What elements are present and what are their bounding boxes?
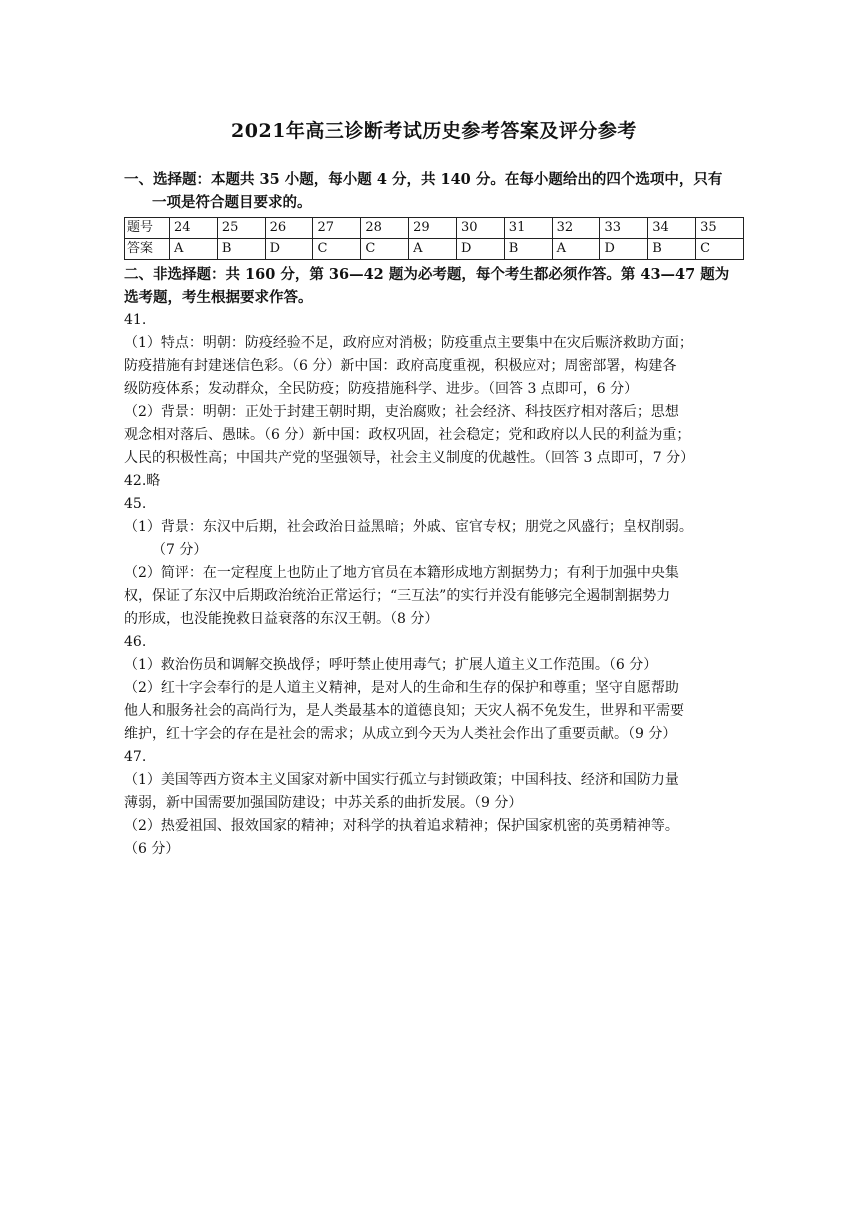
question-number-cell: 34: [648, 218, 696, 239]
question-45-number: 45.: [124, 496, 147, 512]
answer-cell: B: [504, 239, 552, 260]
question-number-cell: 31: [504, 218, 552, 239]
answer-label: 答案: [125, 239, 170, 260]
question-41: [124, 309, 748, 470]
q41-part1-line3: 级防疫体系；发动群众，全民防疫；防疫措施科学、进步。（回答 3 点即可，6 分）: [124, 381, 639, 397]
question-number-cell: 33: [600, 218, 648, 239]
answer-cell: D: [600, 239, 648, 260]
q41-part1-line2: 防疫措施有封建迷信色彩。（6 分）新中国：政府高度重视，积极应对；周密部署，构建各: [124, 358, 677, 374]
answer-table-number-row: [125, 218, 744, 239]
q47-part2-line2: （6 分）: [124, 841, 180, 857]
page-title: 2021年高三诊断考试历史参考答案及评分参考: [231, 120, 637, 142]
question-47-number: 47.: [124, 749, 147, 765]
answer-table: [124, 217, 744, 260]
answer-cell: C: [313, 239, 361, 260]
q45-part1-line1: （1）背景：东汉中后期，社会政治日益黑暗；外戚、宦官专权；朋党之风盛行；皇权削弱。: [124, 519, 693, 535]
q46-part2-line3: 维护，红十字会的存在是社会的需求；从成立到今天为人类社会作出了重要贡献。（9 分）: [124, 726, 677, 742]
q47-part1-line1: （1）美国等西方资本主义国家对新中国实行孤立与封锁政策；中国科技、经济和国防力量: [124, 772, 679, 788]
answer-cell: A: [552, 239, 600, 260]
q46-part1-line1: （1）救治伤员和调解交换战俘；呼吁禁止使用毒气；扩展人道主义工作范围。（6 分）: [124, 657, 658, 673]
section-2-heading-line2: 选考题，考生根据要求作答。: [124, 289, 313, 306]
q47-part2-line1: （2）热爱祖国、报效国家的精神；对科学的执着追求精神；保护国家机密的英勇精神等。: [124, 818, 679, 834]
q41-part2-line2: 观念相对落后、愚昧。（6 分）新中国：政权巩固，社会稳定；党和政府以人民的利益为重；: [124, 427, 691, 443]
answer-cell: B: [217, 239, 265, 260]
section-2-heading: [124, 263, 748, 309]
answer-cell: C: [696, 239, 744, 260]
question-41-number: 41.: [124, 312, 147, 328]
answer-cell: D: [265, 239, 313, 260]
question-number-cell: 32: [552, 218, 600, 239]
answer-cell: A: [409, 239, 457, 260]
question-46-number: 46.: [124, 634, 147, 650]
answer-cell: C: [361, 239, 409, 260]
question-number-cell: 28: [361, 218, 409, 239]
q41-part2-line3: 人民的积极性高；中国共产党的坚强领导，社会主义制度的优越性。（回答 3 点即可，7 分）: [124, 450, 695, 466]
document-body: [124, 168, 748, 861]
question-42-text: 42.略: [124, 473, 161, 489]
q45-part2-line2: 权，保证了东汉中后期政治统治正常运行；“三互法”的实行并没有能够完全遏制割据势力: [124, 588, 671, 604]
question-number-cell: 29: [409, 218, 457, 239]
q41-part2-line1: （2）背景：明朝：正处于封建王朝时期，吏治腐败；社会经济、科技医疗相对落后；思想: [124, 404, 679, 420]
answer-cell: A: [170, 239, 218, 260]
answer-cell: B: [648, 239, 696, 260]
answer-table-answer-row: [125, 239, 744, 260]
section-2-heading-line1: 二、非选择题：共 160 分，第 36—42 题为必考题，每个考生都必须作答。第 43—47 题为: [124, 266, 730, 283]
q41-part1-line1: （1）特点：明朝：防疫经验不足，政府应对消极；防疫重点主要集中在灾后赈济救助方面；: [124, 335, 693, 351]
q47-part1-line2: 薄弱，新中国需要加强国防建设；中苏关系的曲折发展。（9 分）: [124, 795, 523, 811]
section-1-heading: [124, 168, 748, 214]
question-45: [124, 493, 748, 631]
section-1-heading-line1: 一、选择题：本题共 35 小题，每小题 4 分，共 140 分。在每小题给出的四个选项中，只有: [124, 171, 723, 188]
question-46: [124, 631, 748, 746]
question-42: [124, 470, 748, 493]
question-number-cell: 30: [456, 218, 504, 239]
question-number-cell: 26: [265, 218, 313, 239]
answer-cell: D: [456, 239, 504, 260]
question-number-cell: 27: [313, 218, 361, 239]
question-number-cell: 35: [696, 218, 744, 239]
question-47: [124, 746, 748, 861]
q46-part2-line2: 他人和服务社会的高尚行为，是人类最基本的道德良知；天灾人祸不免发生，世界和平需要: [124, 703, 684, 719]
question-number-cell: 25: [217, 218, 265, 239]
q45-part1-line2: （7 分）: [152, 542, 208, 558]
q45-part2-line3: 的形成，也没能挽救日益衰落的东汉王朝。（8 分）: [124, 611, 439, 627]
section-1-heading-line2: 一项是符合题目要求的。: [152, 194, 312, 211]
q46-part2-line1: （2）红十字会奉行的是人道主义精神，是对人的生命和生存的保护和尊重；坚守自愿帮助: [124, 680, 679, 696]
question-number-label: 题号: [125, 218, 170, 239]
q45-part2-line1: （2）简评：在一定程度上也防止了地方官员在本籍形成地方割据势力；有利于加强中央集: [124, 565, 679, 581]
question-number-cell: 24: [170, 218, 218, 239]
